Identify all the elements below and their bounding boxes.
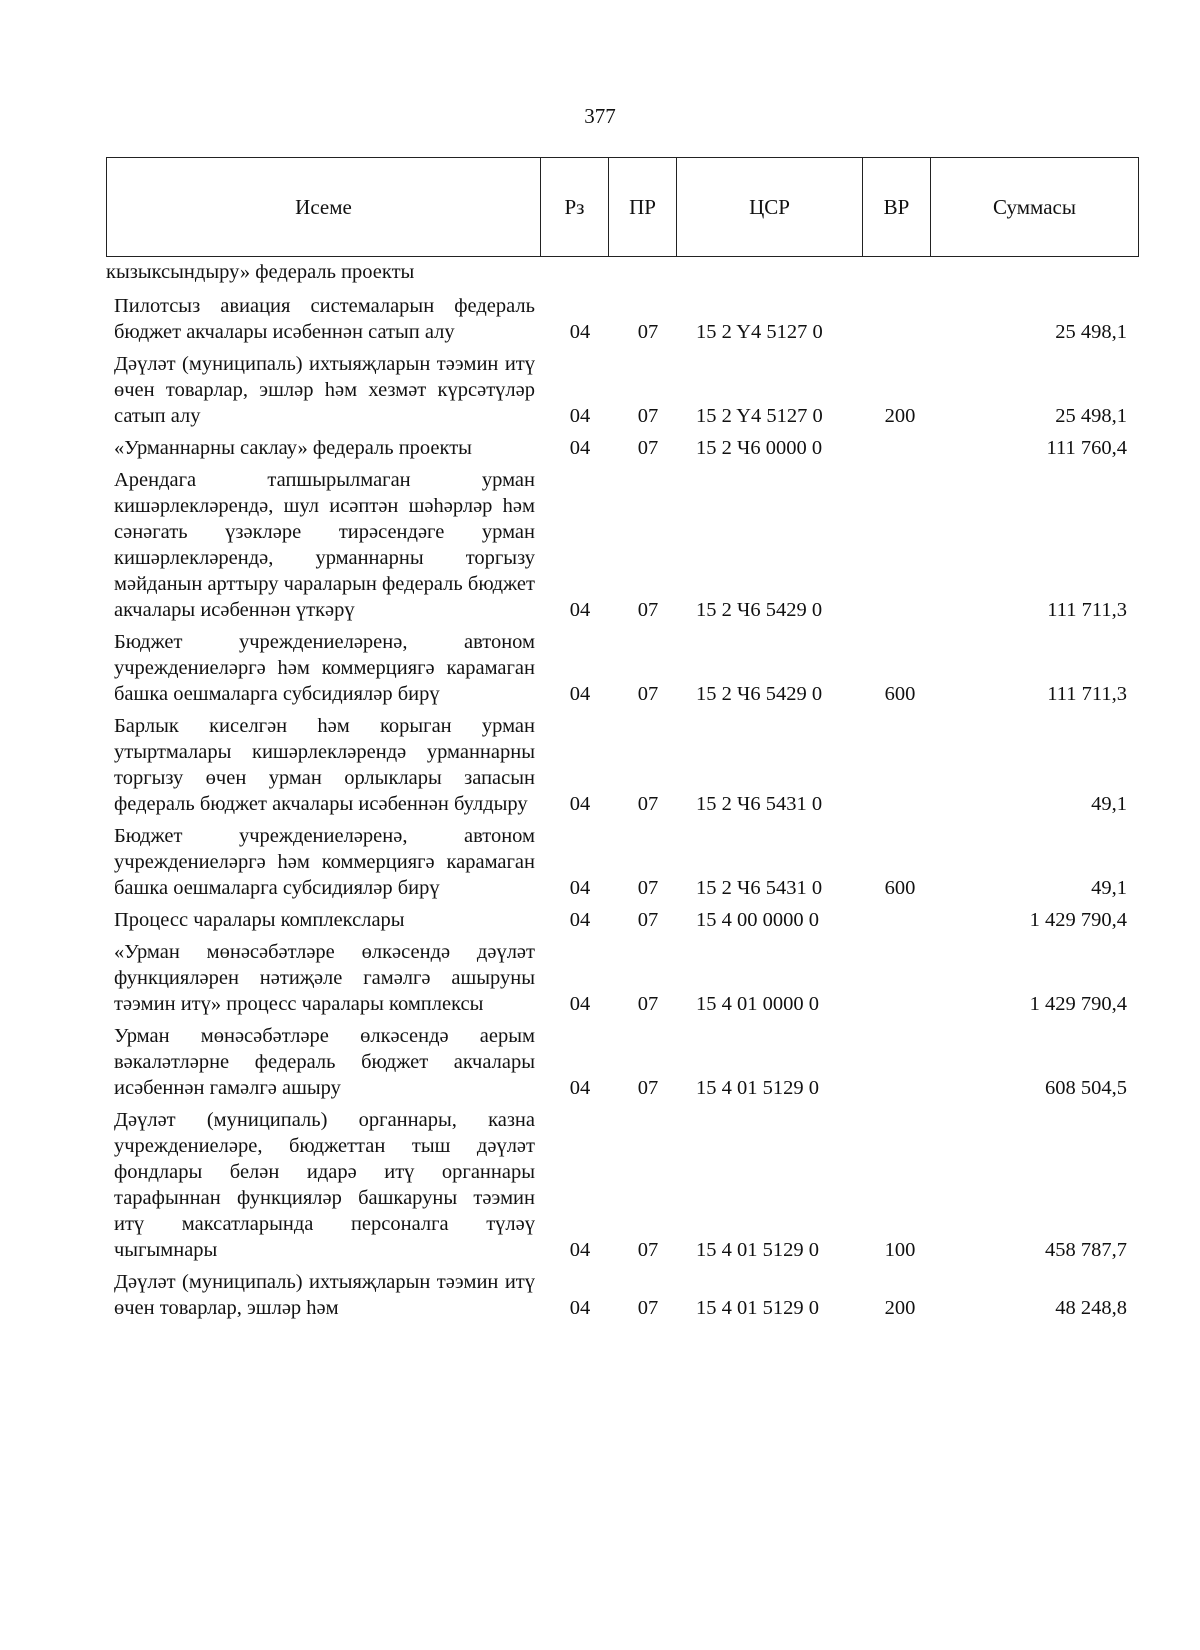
table-row [0, 907, 1200, 933]
row-sum: 25 498,1 [1055, 321, 1127, 343]
table-row [0, 293, 1200, 345]
row-pr: 07 [637, 909, 659, 931]
row-csr: 15 4 01 5129 0 [696, 1297, 819, 1319]
row-rz: 04 [569, 909, 591, 931]
table-row [0, 1023, 1200, 1101]
row-rz: 04 [569, 877, 591, 899]
table-row [0, 1107, 1200, 1263]
continuation-text: кызыксындыру» федераль проекты [106, 261, 415, 283]
header-sum: Суммасы [931, 158, 1139, 257]
row-name: Арендага тапшырылмаган урман кишәрлекләрендә, шул исәптән шәһәрләр һәм сәнәгать үзәкләре тирәсендәге урман кишәрлекләрендә, урманнарны торгызу мәйданын арттыру чараларын федераль бюджет акчалары исәбеннән үткәрү [114, 469, 535, 621]
header-name: Исеме [107, 158, 541, 257]
row-rz: 04 [569, 1297, 591, 1319]
header-rz: Рз [541, 158, 609, 257]
row-name: «Урманнарны саклау» федераль проекты [114, 437, 472, 459]
row-pr: 07 [637, 1077, 659, 1099]
row-pr: 07 [637, 683, 659, 705]
header-pr: ПР [609, 158, 677, 257]
row-name: Дәүләт (муниципаль) ихтыяҗларын тәэмин итү өчен товарлар, эшләр һәм хезмәт күрсәтүләр сатып алу [114, 353, 535, 427]
row-vr: 600 [884, 877, 916, 899]
row-sum: 48 248,8 [1055, 1297, 1127, 1319]
row-rz: 04 [569, 599, 591, 621]
row-sum: 49,1 [1091, 793, 1127, 815]
row-vr: 600 [884, 683, 916, 705]
row-rz: 04 [569, 1239, 591, 1261]
row-pr: 07 [637, 1297, 659, 1319]
row-vr: 200 [884, 405, 916, 427]
table-header [106, 157, 1139, 257]
table-row [0, 939, 1200, 1017]
row-pr: 07 [637, 405, 659, 427]
row-pr: 07 [637, 877, 659, 899]
row-csr: 15 2 Y4 5127 0 [696, 321, 823, 343]
row-rz: 04 [569, 793, 591, 815]
header-csr: ЦСР [677, 158, 863, 257]
table-row [0, 629, 1200, 707]
table-row [0, 351, 1200, 429]
row-vr: 200 [884, 1297, 916, 1319]
row-csr: 15 2 Ч6 5429 0 [696, 683, 823, 705]
row-csr: 15 2 Ч6 5429 0 [696, 599, 823, 621]
row-pr: 07 [637, 1239, 659, 1261]
table-row [0, 823, 1200, 901]
row-sum: 25 498,1 [1055, 405, 1127, 427]
table-row-continuation [0, 259, 1200, 285]
row-name: Бюджет учреждениеләренә, автоном учреждениеләргә һәм коммерциягә карамаган башка оешмаларга субсидияләр бирү [114, 825, 535, 899]
row-name: Барлык киселгән һәм корыган урман утыртмалары кишәрлекләрендә урманнарны торгызу өчен урман орлыклары запасын федераль бюджет акчалары исәбеннән булдыру [114, 715, 535, 815]
row-csr: 15 4 01 5129 0 [696, 1077, 819, 1099]
row-name: Процесс чаралары комплекслары [114, 909, 405, 931]
row-csr: 15 2 Ч6 0000 0 [696, 437, 823, 459]
row-container [0, 293, 1200, 1321]
row-csr: 15 2 Ч6 5431 0 [696, 877, 823, 899]
table-row [0, 713, 1200, 817]
row-rz: 04 [569, 405, 591, 427]
page-number: 377 [584, 104, 616, 128]
table-row [0, 435, 1200, 461]
row-name: «Урман мөнәсәбәтләре өлкәсендә дәүләт функцияләрен нәтиҗәле гамәлгә ашыруны тәэмин итү» процесс чаралары комплексы [114, 941, 535, 1015]
row-vr: 100 [884, 1239, 916, 1261]
row-name: Урман мөнәсәбәтләре өлкәсендә аерым вәкаләтләрне федераль бюджет акчалары исәбеннән гамәлгә ашыру [114, 1025, 535, 1099]
row-sum: 111 711,3 [1047, 683, 1127, 705]
row-pr: 07 [637, 793, 659, 815]
row-rz: 04 [569, 321, 591, 343]
row-rz: 04 [569, 993, 591, 1015]
row-name: Бюджет учреждениеләренә, автоном учреждениеләргә һәм коммерциягә карамаган башка оешмаларга субсидияләр бирү [114, 631, 535, 705]
row-sum: 1 429 790,4 [1029, 909, 1127, 931]
row-name: Пилотсыз авиация системаларын федераль бюджет акчалары исәбеннән сатып алу [114, 295, 535, 343]
row-csr: 15 2 Ч6 5431 0 [696, 793, 823, 815]
row-sum: 1 429 790,4 [1029, 993, 1127, 1015]
row-pr: 07 [637, 321, 659, 343]
row-csr: 15 4 01 5129 0 [696, 1239, 819, 1261]
header-vr: ВР [863, 158, 931, 257]
row-sum: 458 787,7 [1045, 1239, 1127, 1261]
row-pr: 07 [637, 599, 659, 621]
row-csr: 15 2 Y4 5127 0 [696, 405, 823, 427]
row-csr: 15 4 01 0000 0 [696, 993, 819, 1015]
row-rz: 04 [569, 437, 591, 459]
table-row [0, 1269, 1200, 1321]
row-csr: 15 4 00 0000 0 [696, 909, 819, 931]
row-rz: 04 [569, 1077, 591, 1099]
row-pr: 07 [637, 437, 659, 459]
table-body [0, 259, 1200, 1321]
row-rz: 04 [569, 683, 591, 705]
row-sum: 111 760,4 [1046, 437, 1127, 459]
row-name: Дәүләт (муниципаль) органнары, казна учреждениеләре, бюджеттан тыш дәүләт фондлары белән идарә итү органнары тарафыннан функцияләр башкаруны тәэмин итү максатларында персоналга түләү чыгымнары [114, 1109, 535, 1261]
row-pr: 07 [637, 993, 659, 1015]
table-row [0, 467, 1200, 623]
row-sum: 608 504,5 [1045, 1077, 1127, 1099]
row-name: Дәүләт (муниципаль) ихтыяҗларын тәэмин итү өчен товарлар, эшләр һәм [114, 1271, 535, 1319]
row-sum: 49,1 [1091, 877, 1127, 899]
row-sum: 111 711,3 [1047, 599, 1127, 621]
